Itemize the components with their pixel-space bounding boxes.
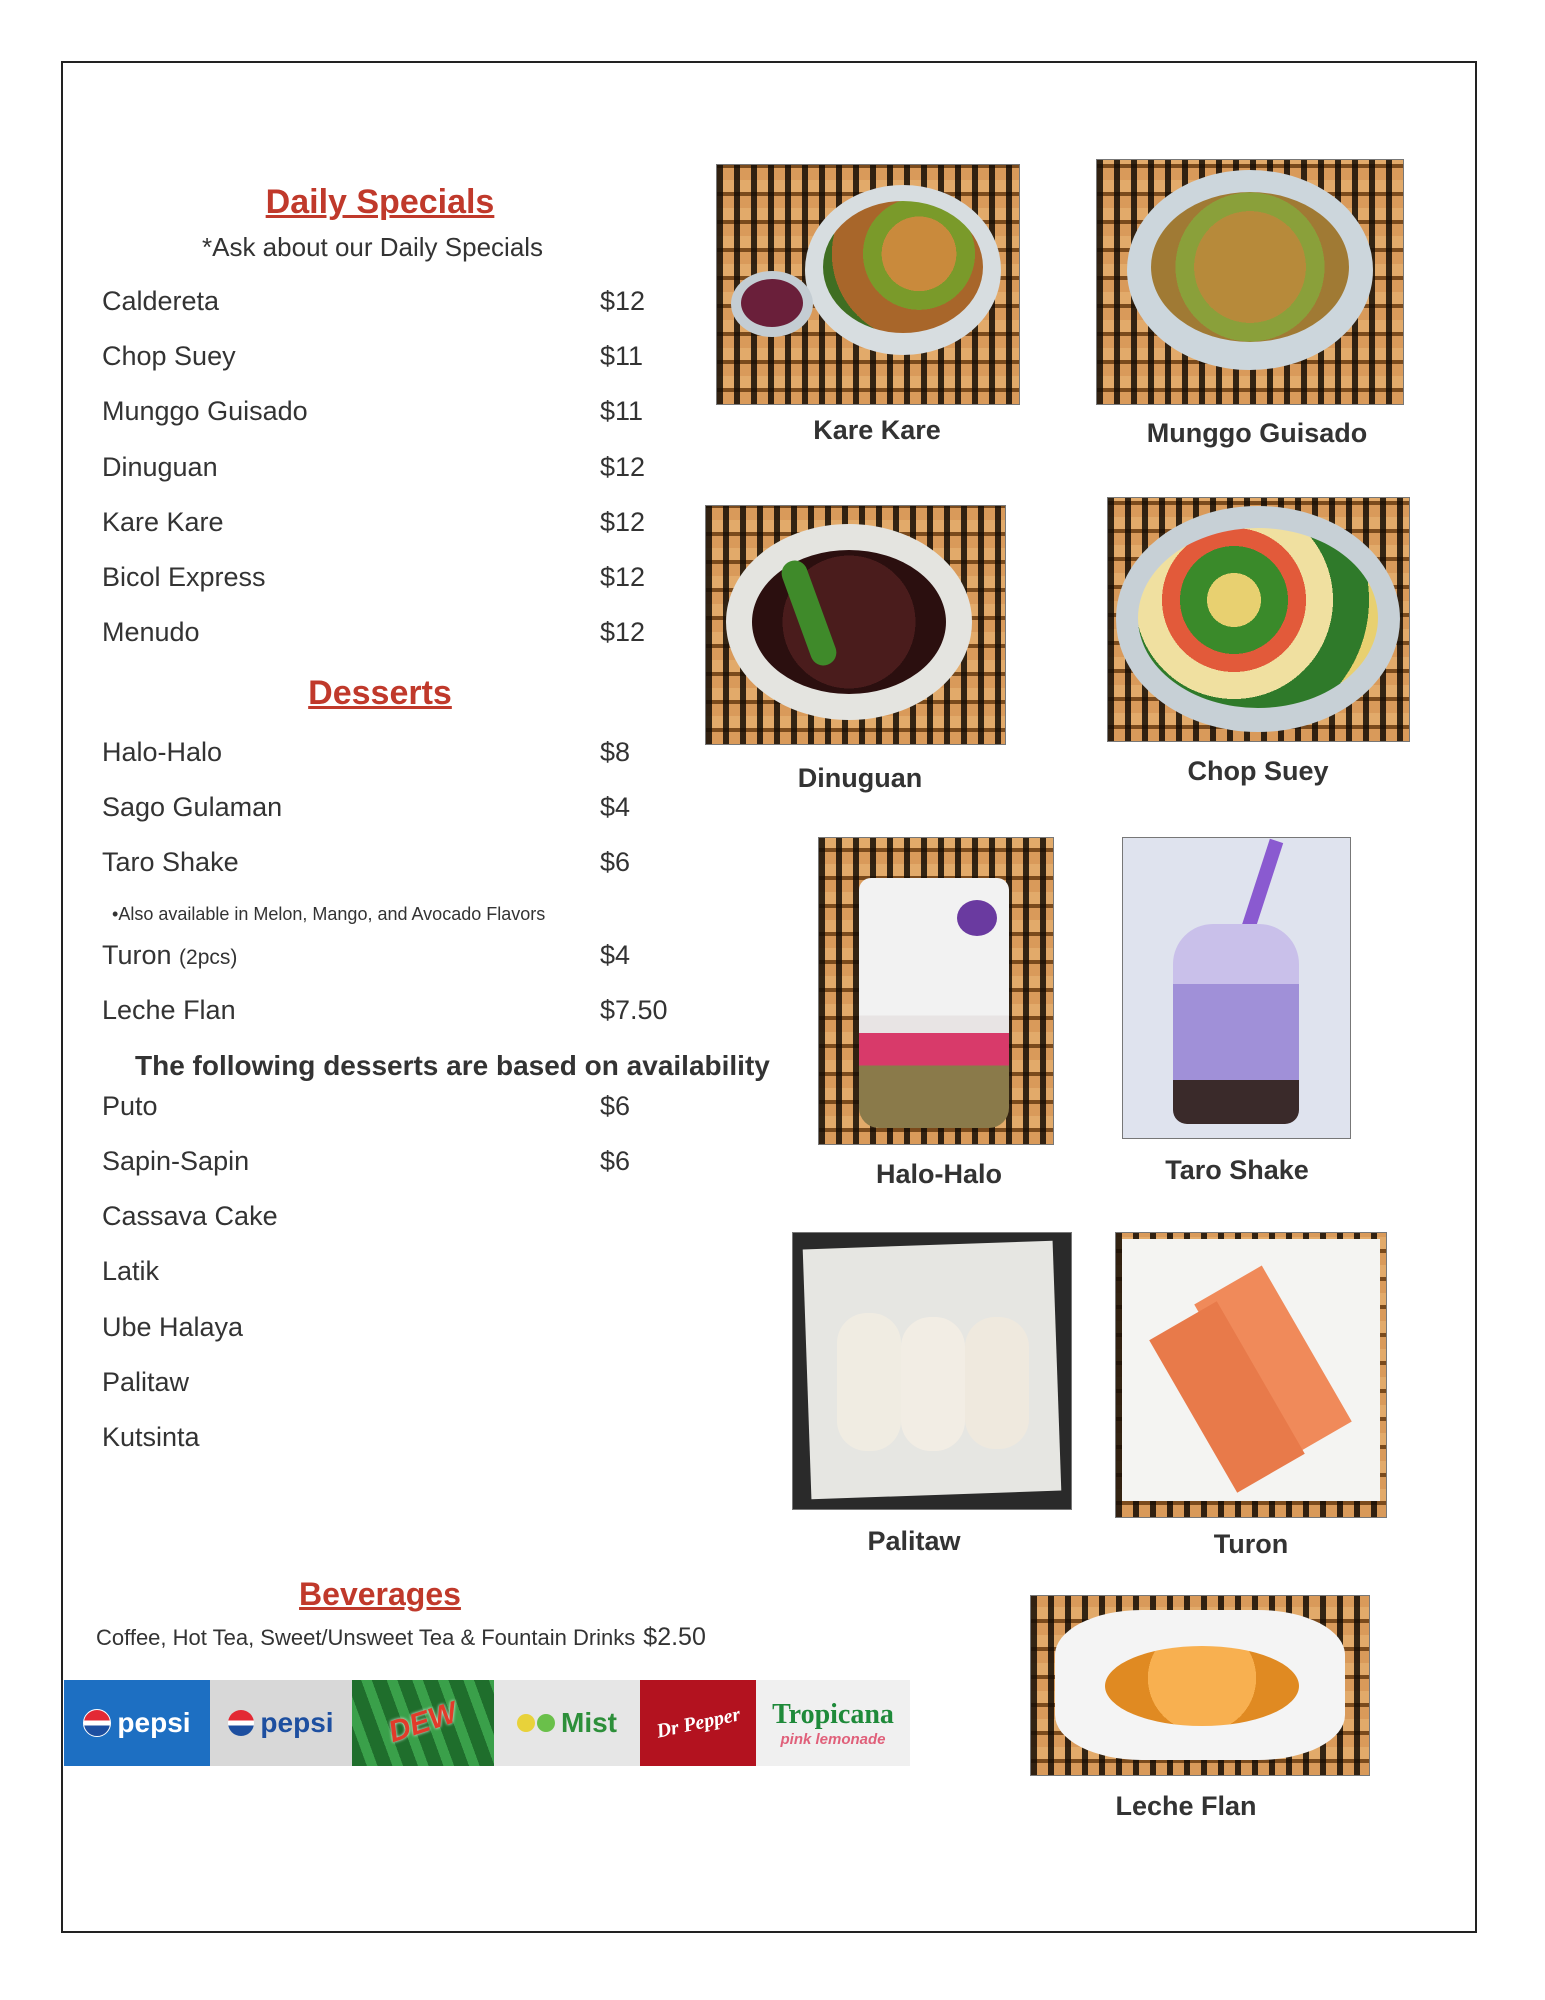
photo-caption: Chop Suey [1187, 756, 1329, 786]
dinuguan-photo [706, 506, 1005, 744]
item-price: $12 [600, 562, 646, 592]
item-name: Latik [102, 1256, 160, 1286]
item-price: $12 [600, 507, 646, 537]
photo-caption: Palitaw [867, 1526, 961, 1556]
menu-item [102, 396, 702, 432]
item-price: $6 [600, 847, 631, 877]
menu-item [102, 507, 702, 543]
palitaw-cake [901, 1317, 965, 1451]
item-name: Kare Kare [102, 507, 224, 537]
item-name: Palitaw [102, 1367, 190, 1397]
item-name: Bicol Express [102, 562, 266, 592]
kare-kare-photo [717, 165, 1019, 404]
pepsi-globe-icon [83, 1709, 111, 1737]
menu-item [102, 452, 702, 488]
beverages-price: $2.50 [643, 1623, 706, 1651]
dinuguan-bowl [726, 524, 972, 720]
chop-suey-bowl [1116, 506, 1400, 732]
palitaw-photo [793, 1233, 1071, 1509]
item-name: Taro Shake [102, 847, 239, 877]
chop-suey-photo [1108, 498, 1409, 741]
palitaw-cake [837, 1313, 901, 1451]
beverages-line [96, 1623, 706, 1652]
taro-shake-photo [1123, 838, 1350, 1138]
dr-pepper-logo-text: Dr Pepper [654, 1702, 742, 1743]
menu-item [102, 1256, 702, 1292]
beverages-text: Coffee, Hot Tea, Sweet/Unsweet Tea & Fountain Drinks [96, 1625, 636, 1650]
item-price: $6 [600, 1091, 631, 1121]
menu-item [102, 1367, 702, 1403]
halo-halo-photo [819, 838, 1053, 1144]
photo-caption: Turon [1213, 1529, 1289, 1559]
mountain-dew-logo-text: DEW [384, 1696, 462, 1750]
turon-photo [1116, 1233, 1386, 1517]
item-name: Cassava Cake [102, 1201, 278, 1231]
menu-item [102, 1146, 702, 1182]
menu-item [102, 1312, 702, 1348]
item-price: $4 [600, 792, 631, 822]
item-price: $4 [600, 940, 631, 970]
turon-name: Turon [102, 940, 172, 970]
mountain-dew-logo [352, 1680, 494, 1766]
item-name: Halo-Halo [102, 737, 223, 767]
diet-pepsi-logo-text: pepsi [260, 1707, 334, 1738]
photo-caption: Leche Flan [1115, 1791, 1257, 1821]
palitaw-cake [965, 1317, 1029, 1449]
turon-qty: (2pcs) [179, 946, 238, 969]
item-price: $8 [600, 737, 631, 767]
item-name [102, 940, 237, 971]
mist-logo [494, 1680, 640, 1766]
item-name: Puto [102, 1091, 158, 1121]
bagoong-dish [731, 271, 813, 337]
daily-specials-title: Daily Specials [265, 183, 495, 221]
menu-item [102, 562, 702, 598]
diet-pepsi-logo [210, 1680, 352, 1766]
menu-item [102, 1201, 702, 1237]
munggo-bowl [1127, 170, 1373, 370]
mist-logo-text: Mist [561, 1707, 617, 1738]
menu-item [102, 286, 702, 322]
photo-caption: Taro Shake [1165, 1155, 1309, 1185]
pepsi-logo-text: pepsi [117, 1707, 191, 1738]
ube-scoop [957, 900, 997, 936]
beverages-title: Beverages [299, 1576, 461, 1612]
item-name: Menudo [102, 617, 200, 647]
menu-item [102, 1091, 702, 1127]
pepsi-globe-icon [228, 1710, 254, 1736]
menu-item [102, 847, 702, 883]
menu-item [102, 1422, 702, 1458]
item-name: Chop Suey [102, 341, 236, 371]
kare-kare-bowl [805, 185, 1001, 355]
menu-item [102, 737, 702, 773]
pepsi-logo [64, 1680, 210, 1766]
tropicana-logo-text: Tropicana [772, 1698, 894, 1730]
lemon-lime-icon [517, 1714, 535, 1732]
item-price: $6 [600, 1146, 631, 1176]
item-price: $12 [600, 452, 646, 482]
item-price: $12 [600, 286, 646, 316]
desserts-title: Desserts [308, 674, 452, 712]
menu-item [102, 995, 702, 1031]
item-price: $11 [600, 341, 644, 371]
menu-item [102, 792, 702, 828]
taro-flavors-text: Also available in Melon, Mango, and Avocado Flavors [118, 904, 546, 924]
daily-specials-note: *Ask about our Daily Specials [202, 232, 544, 262]
dr-pepper-logo [640, 1680, 756, 1766]
item-name: Caldereta [102, 286, 220, 316]
item-name: Sapin-Sapin [102, 1146, 250, 1176]
item-name: Kutsinta [102, 1422, 200, 1452]
lemon-lime-icon [537, 1714, 555, 1732]
tropicana-logo [756, 1680, 910, 1766]
photo-caption: Kare Kare [813, 415, 941, 445]
item-price: $12 [600, 617, 646, 647]
munggo-guisado-photo [1097, 160, 1403, 404]
availability-heading: The following desserts are based on availability [135, 1050, 770, 1081]
drink-logos-strip [64, 1680, 910, 1766]
menu-item [102, 617, 702, 653]
item-name: Leche Flan [102, 995, 236, 1025]
item-name: Ube Halaya [102, 1312, 244, 1342]
tropicana-logo-subtext: pink lemonade [780, 1730, 886, 1748]
menu-item [102, 341, 702, 377]
photo-caption: Dinuguan [797, 763, 923, 793]
item-price: $7.50 [600, 995, 668, 1025]
leche-flan-photo [1031, 1596, 1369, 1775]
item-name: Munggo Guisado [102, 396, 308, 426]
item-name: Dinuguan [102, 452, 218, 482]
taro-cup [1173, 924, 1299, 1124]
item-name: Sago Gulaman [102, 792, 283, 822]
item-price: $11 [600, 396, 644, 426]
taro-flavors-note: •Also available in Melon, Mango, and Avocado Flavors [112, 904, 546, 924]
photo-caption: Munggo Guisado [1146, 418, 1368, 448]
photo-caption: Halo-Halo [875, 1159, 1002, 1189]
menu-item [102, 940, 702, 976]
leche-flan-custard [1105, 1646, 1299, 1726]
